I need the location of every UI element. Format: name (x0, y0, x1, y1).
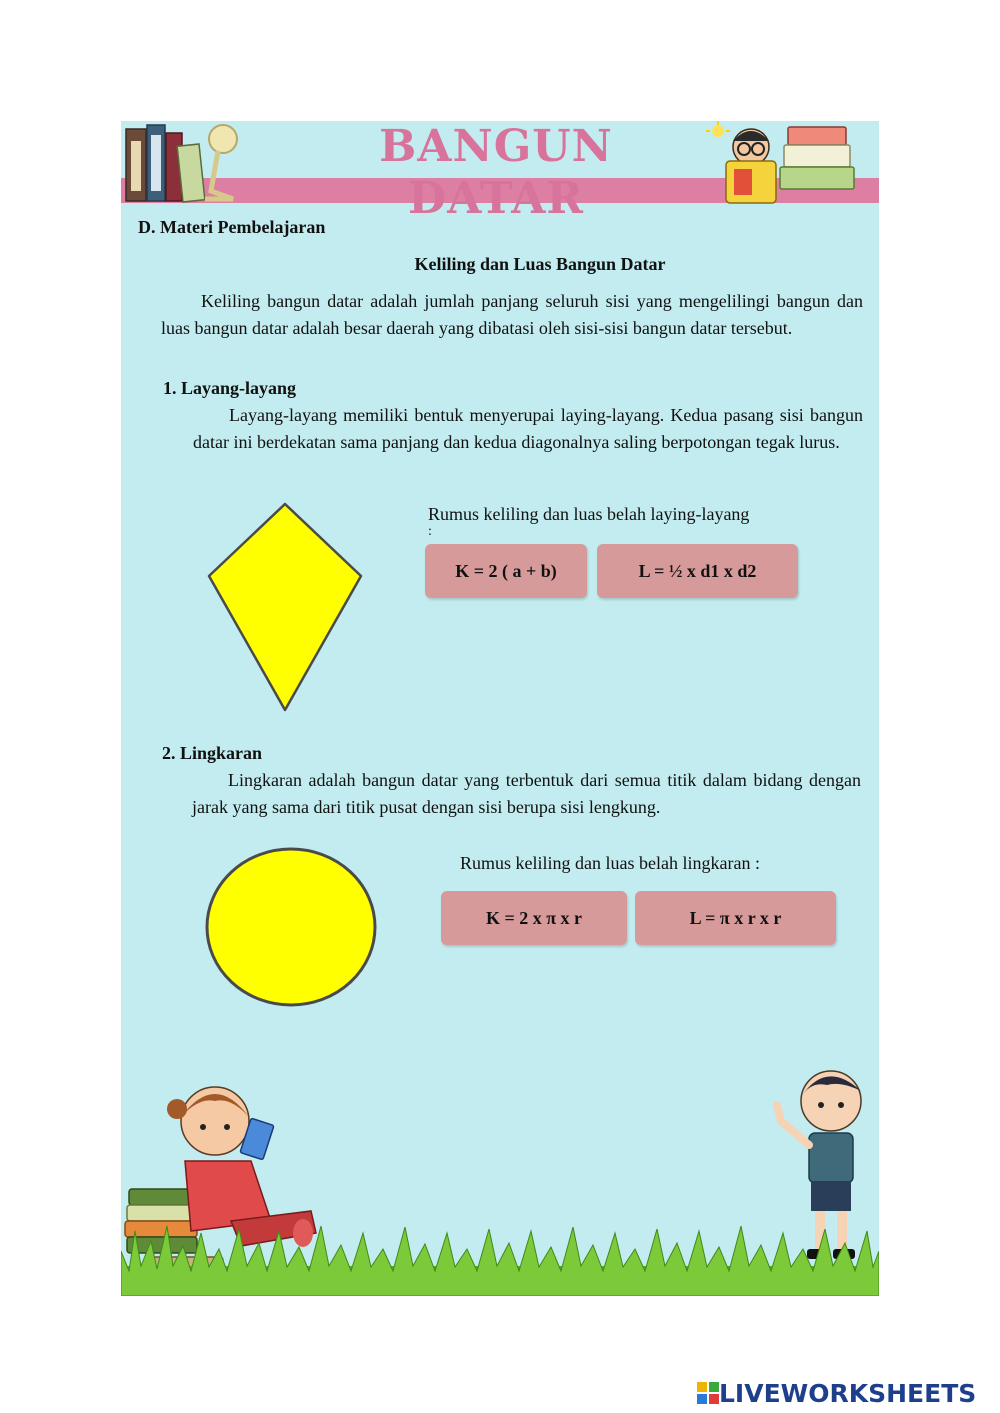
kite-shape (206, 499, 366, 715)
kite-heading: 1. Layang-layang (163, 378, 297, 398)
intro-paragraph: Keliling bangun datar adalah jumlah panjang seluruh sisi yang mengelilingi bangun dan luas bangun datar adalah besar daerah yang dibatasi oleh sisi-sisi bangun datar tersebut. (161, 291, 863, 338)
kite-perimeter-formula: K = 2 ( a + b) (425, 544, 587, 598)
kite-formula-caption: Rumus keliling dan luas belah laying-layang (428, 504, 750, 524)
reading-kid-books-illustration (706, 121, 878, 205)
books-lamp-illustration (123, 121, 243, 205)
worksheet-page (121, 121, 879, 1296)
grass-kids-illustration (121, 1061, 879, 1296)
circle-area-formula: L = π x r x r (635, 891, 836, 945)
header-banner (121, 121, 879, 224)
kite-formula-caption-tail: : (428, 524, 432, 539)
section-subtitle: Keliling dan Luas Bangun Datar (414, 254, 666, 274)
liveworksheets-logo-icon (697, 1382, 719, 1404)
boy-pointing (777, 1071, 861, 1259)
circle-heading: 2. Lingkaran (162, 743, 263, 763)
circle-shape (204, 846, 378, 1010)
liveworksheets-logo-text: LIVEWORKSHEETS (719, 1378, 977, 1408)
circle-paragraph: Lingkaran adalah bangun datar yang terbentuk dari semua titik dalam bidang dengan jarak yang sama dari titik pusat dengan sisi berupa sisi lengkung. (192, 770, 861, 817)
kite-paragraph: Layang-layang memiliki bentuk menyerupai laying-layang. Kedua pasang sisi bangun datar ini berdekatan sama panjang dan kedua diagonalnya saling berpotongan tegak lurus. (193, 405, 863, 452)
liveworksheets-logo (697, 1378, 976, 1408)
kite-polygon (209, 504, 361, 710)
circle-formula-caption: Rumus keliling dan luas belah lingkaran : (460, 853, 760, 873)
banner-title: BANGUN DATAR (379, 121, 613, 224)
circle-perimeter-formula: K = 2 x π x r (441, 891, 627, 945)
grass (121, 1226, 879, 1296)
section-heading: D. Materi Pembelajaran (138, 217, 326, 237)
circle-ellipse (207, 849, 375, 1005)
kite-area-formula: L = ½ x d1 x d2 (597, 544, 798, 598)
